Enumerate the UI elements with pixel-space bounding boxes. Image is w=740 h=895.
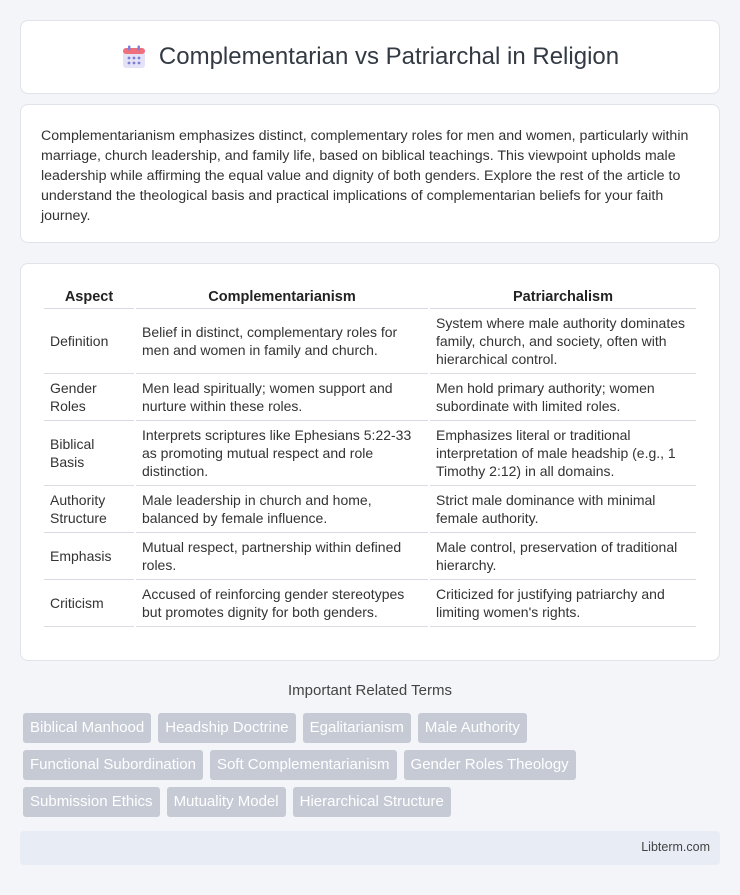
related-terms — [23, 713, 723, 824]
table-row — [44, 374, 696, 421]
cell-patriarchalism: Male control, preservation of traditional hierarchy. — [430, 533, 696, 580]
cell-aspect: Definition — [44, 309, 134, 374]
cell-complementarianism: Men lead spiritually; women support and nurture within these roles. — [136, 374, 428, 421]
tag-functional-subordination[interactable]: Functional Subordination — [23, 750, 203, 780]
tag-gender-roles-theology[interactable]: Gender Roles Theology — [404, 750, 576, 780]
intro-card — [20, 104, 720, 243]
tag-row — [23, 713, 723, 743]
cell-complementarianism: Belief in distinct, complementary roles for men and women in family and church. — [136, 309, 428, 374]
tag-row — [23, 787, 723, 817]
cell-aspect: Criticism — [44, 580, 134, 627]
cell-patriarchalism: System where male authority dominates family, church, and society, often with hierarchical control. — [430, 309, 696, 374]
table-row — [44, 486, 696, 533]
cell-complementarianism: Accused of reinforcing gender stereotypes but promotes dignity for both genders. — [136, 580, 428, 627]
cell-aspect: Gender Roles — [44, 374, 134, 421]
footer-link[interactable]: Libterm.com — [641, 840, 710, 854]
cell-patriarchalism: Criticized for justifying patriarchy and limiting women's rights. — [430, 580, 696, 627]
tag-row — [23, 750, 723, 780]
table-row — [44, 580, 696, 627]
tag-biblical-manhood[interactable]: Biblical Manhood — [23, 713, 151, 743]
tag-submission-ethics[interactable]: Submission Ethics — [23, 787, 160, 817]
cell-complementarianism: Male leadership in church and home, balanced by female influence. — [136, 486, 428, 533]
tag-male-authority[interactable]: Male Authority — [418, 713, 527, 743]
cell-complementarianism: Mutual respect, partnership within defined roles. — [136, 533, 428, 580]
cell-patriarchalism: Men hold primary authority; women subordinate with limited roles. — [430, 374, 696, 421]
intro-text: Complementarianism emphasizes distinct, complementary roles for men and women, particularly within marriage, church leadership, and family life, based on biblical teachings. This viewpoint upholds male leadership while affirming the equal value and dignity of both genders. Explore the rest of the article to understand the theological basis and practical implications of complementarian beliefs for your faith journey. — [41, 128, 689, 224]
table-header-row — [44, 284, 696, 309]
header-patriarchalism: Patriarchalism — [430, 284, 696, 309]
tag-mutuality-model[interactable]: Mutuality Model — [167, 787, 286, 817]
comparison-table — [42, 284, 698, 627]
title-wrap — [121, 43, 619, 71]
page-title: Complementarian vs Patriarchal in Religion — [158, 43, 620, 70]
tag-soft-complementarianism[interactable]: Soft Complementarianism — [210, 750, 397, 780]
tag-headship-doctrine[interactable]: Headship Doctrine — [158, 713, 295, 743]
footer — [20, 831, 720, 865]
cell-aspect: Authority Structure — [44, 486, 134, 533]
tag-hierarchical-structure[interactable]: Hierarchical Structure — [293, 787, 451, 817]
header-complementarianism: Complementarianism — [136, 284, 428, 309]
calendar-icon — [121, 44, 147, 70]
cell-patriarchalism: Strict male dominance with minimal female authority. — [430, 486, 696, 533]
table-card — [20, 263, 720, 661]
header-aspect: Aspect — [44, 284, 134, 309]
table-row — [44, 309, 696, 374]
cell-aspect: Biblical Basis — [44, 421, 134, 486]
related-terms-title: Important Related Terms — [288, 682, 452, 699]
table-row — [44, 421, 696, 486]
header-card — [20, 20, 720, 94]
cell-aspect: Emphasis — [44, 533, 134, 580]
table-row — [44, 533, 696, 580]
tag-egalitarianism[interactable]: Egalitarianism — [303, 713, 411, 743]
cell-patriarchalism: Emphasizes literal or traditional interpretation of male headship (e.g., 1 Timothy 2:12) in all domains. — [430, 421, 696, 486]
cell-complementarianism: Interprets scriptures like Ephesians 5:22-33 as promoting mutual respect and role distinction. — [136, 421, 428, 486]
